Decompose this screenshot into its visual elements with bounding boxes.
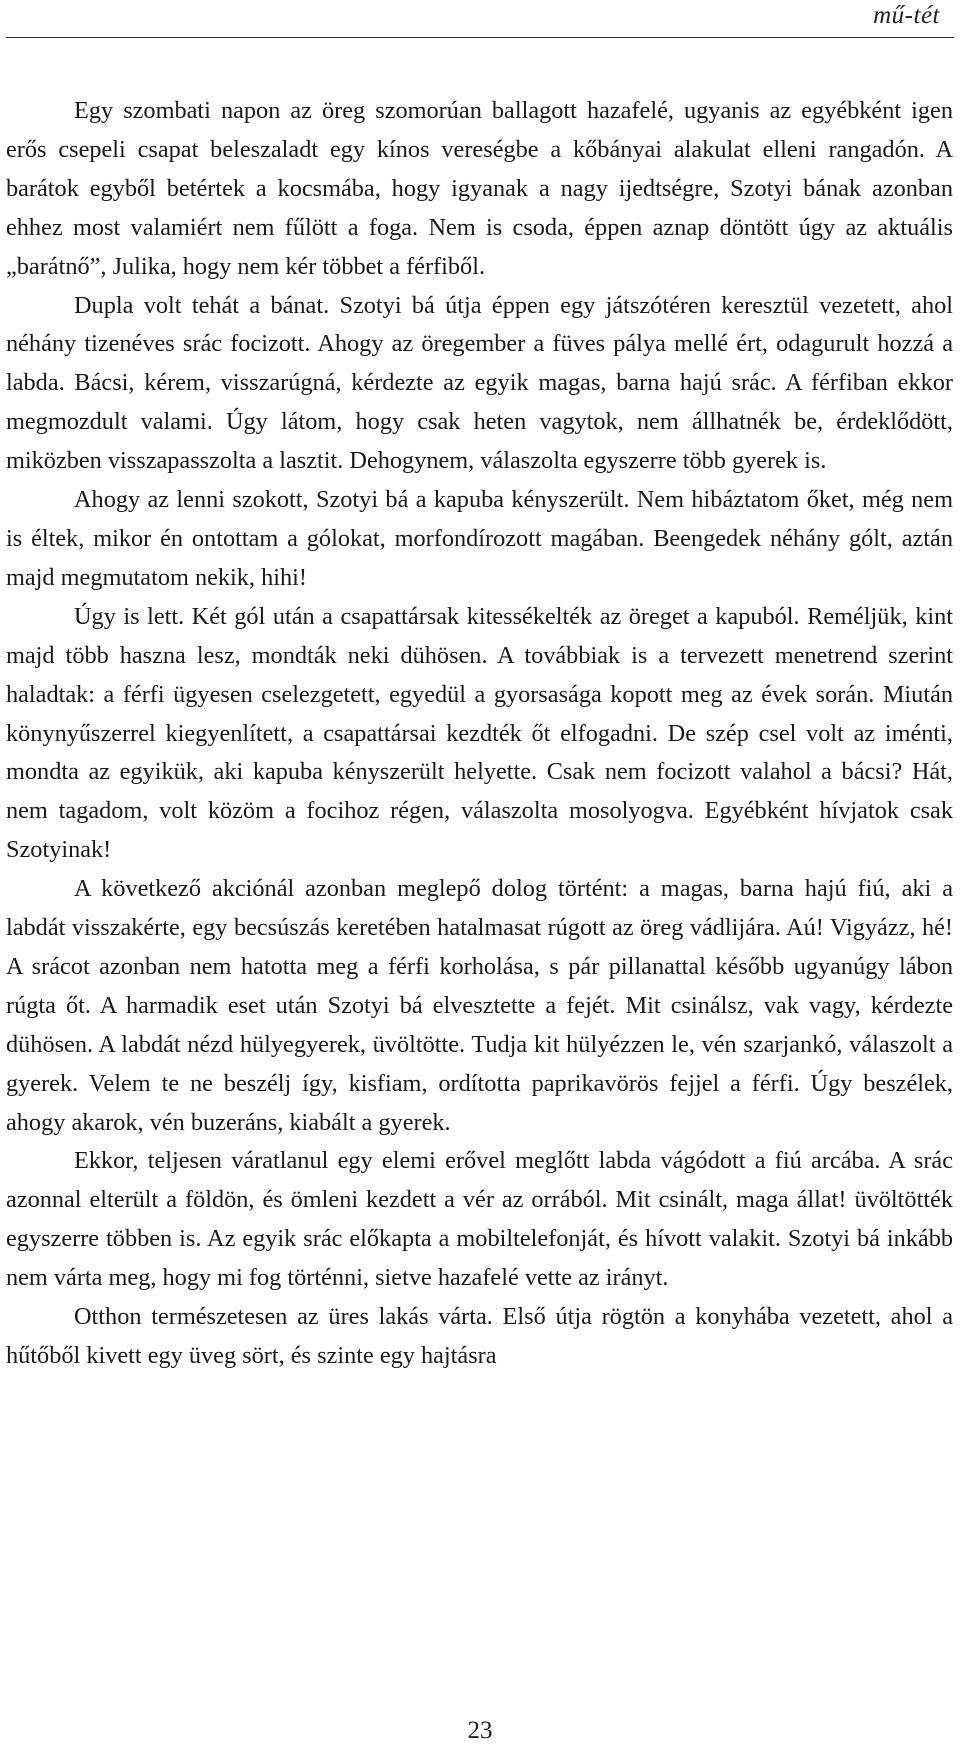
- paragraph: Ahogy az lenni szokott, Szotyi bá a kapuba kényszerült. Nem hibáztatom őket, még nem is éltek, mikor én ontottam a gólokat, morfondírozott magában. Beengedek néhány gólt, aztán majd megmutatom nekik, hihi!: [6, 486, 953, 591]
- paragraph: Otthon természetesen az üres lakás várta. Első útja rögtön a konyhába vezetett, ahol a hűtőből kivett egy üveg sört, és szinte egy hajtásra: [6, 1303, 953, 1369]
- paragraph: Ekkor, teljesen váratlanul egy elemi erővel meglőtt labda vágódott a fiú arcába. A srác azonnal elterült a földön, és ömleni kezdett a vér az orrából. Mit csinált, maga állat! üvöltötték egyszerre többen is. Az egyik srác előkapta a mobiltelefonját, és hívott valakit. Szotyi bá inkább nem várta meg, hogy mi fog történni, sietve hazafelé vette az irányt.: [6, 1147, 953, 1292]
- paragraph: Dupla volt tehát a bánat. Szotyi bá útja éppen egy játszótéren keresztül vezetett, ahol néhány tizenéves srác focizott. Ahogy az öregember a füves pálya mellé ért, odagurult hozzá a labda. Bácsi, kérem, visszarúgná, kérdezte az egyik magas, barna hajú srác. A férfiban ekkor megmozdult valami. Úgy látom, hogy csak heten vagytok, nem állhatnék be, érdeklődött, miközben visszapasszolta a lasztit. Dehogynem, válaszolta egyszerre több gyerek is.: [6, 291, 953, 475]
- section-title: mű-tét: [873, 2, 940, 29]
- paragraph: Úgy is lett. Két gól után a csapattársak kitessékelték az öreget a kapuból. Reméljük, kint majd több haszna lesz, mondták neki dühösen. A továbbiak is a tervezett menetrend szerint haladtak: a férfi ügyesen cselezgetett, egyedül a gyorsasága kopott meg az évek során. Miután könynyűszerrel kiegyenlített, a csapattársai kezdték őt elfogadni. De szép csel volt az iménti, mondta az egyikük, aki kapuba kényszerült helyette. Csak nem focizott valahol a bácsi? Hát, nem tagadom, volt közöm a focihoz régen, válaszolta mosolyogva. Egyébként hívjatok csak Szotyinak!: [6, 602, 953, 864]
- paragraph: Egy szombati napon az öreg szomorúan ballagott hazafelé, ugyanis az egyébként igen erős csepeli csapat beleszaladt egy kínos vereségbe a kőbányai alakulat elleni rangadón. A barátok egyből betértek a kocsmába, hogy igyanak a nagy ijedtségre, Szotyi bának azonban ehhez most valamiért nem fűlött a foga. Nem is csoda, éppen aznap döntött úgy az aktuális „barátnő”, Julika, hogy nem kér többet a férfiből.: [6, 97, 953, 280]
- page-number: 23: [467, 1717, 493, 1744]
- header-divider: [6, 37, 954, 38]
- paragraph: A következő akciónál azonban meglepő dolog történt: a magas, barna hajú fiú, aki a labdát visszakérte, egy becsúszás keretében hatalmasat rúgott az öreg vádlijára. Aú! Vigyázz, hé! A srácot azonban nem hatotta meg a férfi korholása, s pár pillanattal később ugyanúgy lábon rúgta őt. A harmadik eset után Szotyi bá elvesztette a fejét. Mit csinálsz, vak vagy, kérdezte dühösen. A labdát nézd hülyegyerek, üvöltötte. Tudja kit hülyézzen le, vén szarjankó, válaszolt a gyerek. Velem te ne beszélj így, kisfiam, ordította paprikavörös fejjel a férfi. Úgy beszélek, ahogy akarok, vén buzeráns, kiabált a gyerek.: [6, 875, 953, 1136]
- story-text: [6, 92, 953, 1376]
- running-header: [0, 0, 960, 38]
